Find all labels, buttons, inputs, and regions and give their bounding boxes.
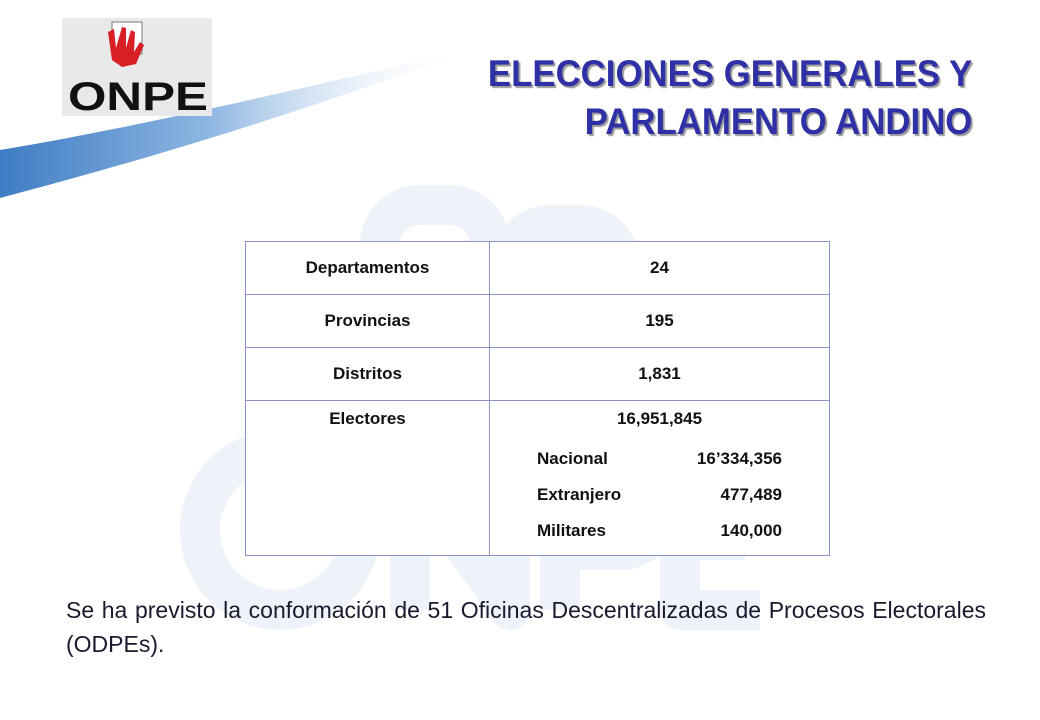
row-label: Departamentos (246, 242, 490, 295)
breakdown-value: 140,000 (720, 521, 782, 540)
svg-text:ONPE: ONPE (68, 75, 208, 116)
breakdown-value: 477,489 (720, 485, 782, 504)
breakdown-item (537, 477, 782, 513)
table-row (246, 295, 830, 348)
breakdown-name: Extranjero (537, 485, 622, 504)
row-value: 16,951,845 (616, 409, 703, 428)
footer-paragraph: Se ha previsto la conformación de 51 Oficinas Descentralizadas de Procesos Electorales (ODPEs). (66, 597, 986, 657)
breakdown-value: 16’334,356 (696, 449, 782, 468)
table-row (246, 242, 830, 295)
breakdown-name: Militares (537, 521, 606, 540)
row-value: 195 (490, 295, 830, 348)
page-title (488, 50, 972, 146)
electores-breakdown (537, 441, 782, 549)
breakdown-name: Nacional (537, 449, 608, 468)
table-row (246, 348, 830, 401)
onpe-logo (62, 18, 212, 116)
election-stats-table (245, 241, 830, 556)
row-value: 24 (490, 242, 830, 295)
breakdown-item (537, 441, 782, 477)
row-value: 1,831 (490, 348, 830, 401)
electores-cell (490, 401, 830, 556)
title-line-2: PARLAMENTO ANDINO (584, 101, 972, 142)
row-label: Electores (246, 401, 490, 556)
title-line-1: ELECCIONES GENERALES Y (487, 53, 972, 94)
row-label: Provincias (246, 295, 490, 348)
breakdown-item (537, 513, 782, 549)
row-label: Distritos (246, 348, 490, 401)
table-row (246, 401, 830, 556)
